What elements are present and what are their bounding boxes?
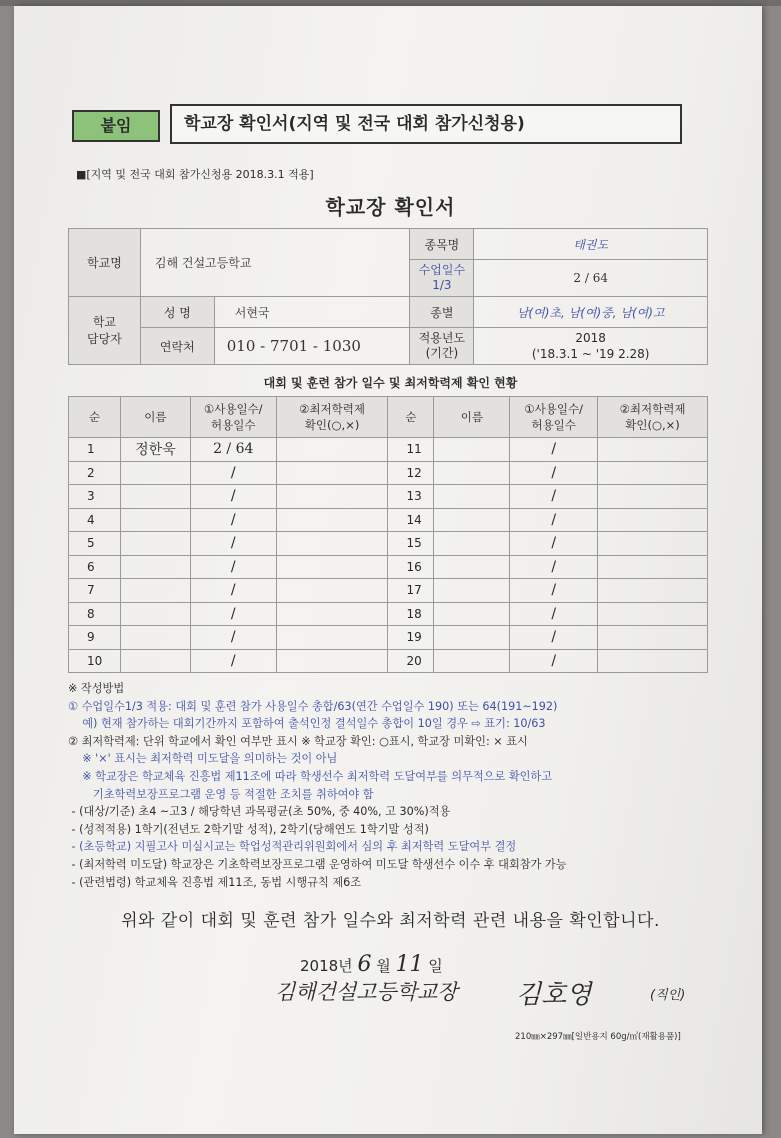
school-label: 학교명 bbox=[69, 229, 141, 297]
instruction-line: ※ '×' 표시는 최저학력 미도달을 의미하는 것이 아님 bbox=[68, 752, 338, 766]
instruction-line: - (대상/기준) 초4 ~고3 / 해당학년 과목평균(초 50%, 중 40%, 고 30%)적용 bbox=[68, 805, 451, 819]
participant-name-cell bbox=[120, 626, 190, 650]
participant-name-cell bbox=[434, 649, 510, 673]
participant-no-cell: 2 bbox=[69, 461, 121, 485]
participants-header-cell: ①사용일수/ 허용일수 bbox=[510, 397, 598, 438]
participant-no-cell: 14 bbox=[388, 508, 434, 532]
participant-no-cell: 3 bbox=[69, 485, 121, 509]
participant-days-cell: / bbox=[190, 485, 276, 509]
participant-no-cell: 11 bbox=[388, 438, 434, 462]
participant-days-cell: / bbox=[510, 532, 598, 556]
form-subtitle: ■[지역 및 전국 대회 참가신청용 2018.3.1 적용] bbox=[76, 168, 314, 181]
participant-name-cell bbox=[120, 508, 190, 532]
days-value: 2 / 64 bbox=[474, 260, 708, 297]
participant-days-cell: / bbox=[190, 649, 276, 673]
name-value: 서현국 bbox=[214, 297, 410, 328]
event-label: 종목명 bbox=[410, 229, 474, 260]
participant-name-cell bbox=[434, 579, 510, 603]
participant-days-cell: / bbox=[510, 485, 598, 509]
participant-name-cell bbox=[434, 626, 510, 650]
gender-value: 남(여)초, 남(여)중, 남(여)고 bbox=[474, 297, 708, 328]
participant-name-cell bbox=[434, 508, 510, 532]
participant-check-cell bbox=[598, 532, 708, 556]
participant-check-cell bbox=[276, 508, 388, 532]
phone-value: 010 - 7701 - 1030 bbox=[214, 328, 410, 365]
participant-days-cell: / bbox=[510, 555, 598, 579]
participant-days-cell: / bbox=[190, 626, 276, 650]
participant-check-cell bbox=[276, 579, 388, 603]
participant-name-cell bbox=[120, 485, 190, 509]
participant-days-cell: / bbox=[510, 461, 598, 485]
participant-check-cell bbox=[276, 602, 388, 626]
date-month-label: 월 bbox=[376, 957, 391, 975]
instruction-line: ※ 작성방법 bbox=[68, 682, 125, 695]
participant-no-cell: 10 bbox=[69, 649, 121, 673]
participants-header-cell: ②최저학력제 확인(○,×) bbox=[598, 397, 708, 438]
table-row bbox=[69, 532, 708, 556]
participant-days-cell: / bbox=[190, 532, 276, 556]
participant-no-cell: 15 bbox=[388, 532, 434, 556]
instruction-line: ※ 학교장은 학교체육 진흥법 제11조에 따라 학생선수 최저학력 도달여부를 의무적으로 확인하고 bbox=[68, 769, 553, 783]
participant-check-cell bbox=[276, 485, 388, 509]
date-day-value: 11 bbox=[395, 952, 424, 977]
instruction-line: - (초등학교) 지필고사 미실시교는 학업성적관리위원회에서 심의 후 최저학력 도달여부 결정 bbox=[68, 840, 517, 854]
days-label: 수업일수 1/3 bbox=[410, 260, 474, 297]
table-row bbox=[69, 626, 708, 650]
participant-days-cell: / bbox=[190, 555, 276, 579]
participant-check-cell bbox=[598, 626, 708, 650]
participant-check-cell bbox=[598, 602, 708, 626]
confirmation-statement: 위와 같이 대회 및 훈련 참가 일수와 최저학력 관련 내용을 확인합니다. bbox=[121, 911, 660, 931]
participant-name-cell: 정한욱 bbox=[120, 438, 190, 462]
participant-no-cell: 5 bbox=[69, 532, 121, 556]
participants-table bbox=[68, 396, 708, 673]
year-cell bbox=[474, 328, 708, 365]
participant-no-cell: 6 bbox=[69, 555, 121, 579]
table-row bbox=[69, 438, 708, 462]
participant-no-cell: 18 bbox=[388, 602, 434, 626]
participant-no-cell: 1 bbox=[69, 438, 121, 462]
instruction-line: ① 수업일수1/3 적용: 대회 및 훈련 참가 사용일수 총합/63(연간 수업일수 190) 또는 64(191~192) bbox=[68, 699, 558, 713]
participants-header-cell: 이름 bbox=[120, 397, 190, 438]
participant-name-cell bbox=[120, 602, 190, 626]
name-label: 성 명 bbox=[140, 297, 214, 328]
participants-header-cell: 순 bbox=[388, 397, 434, 438]
signature-date bbox=[300, 952, 443, 977]
participant-no-cell: 16 bbox=[388, 555, 434, 579]
instruction-line: - (관련법령) 학교체육 진흥법 제11조, 동법 시행규칙 제6조 bbox=[68, 875, 362, 889]
section-title: 대회 및 훈련 참가 일수 및 최저학력제 확인 현황 bbox=[263, 376, 518, 390]
participant-days-cell: / bbox=[510, 649, 598, 673]
participant-name-cell bbox=[434, 555, 510, 579]
participant-no-cell: 19 bbox=[388, 626, 434, 650]
writing-instructions bbox=[68, 680, 718, 891]
date-year: 2018년 bbox=[300, 957, 353, 975]
table-row bbox=[69, 602, 708, 626]
paper-spec-footer: 210㎜×297㎜[일반용지 60g/㎡(재활용품)] bbox=[515, 1032, 681, 1042]
participant-days-cell: / bbox=[190, 579, 276, 603]
info-table bbox=[68, 228, 708, 365]
participant-days-cell: / bbox=[510, 626, 598, 650]
participant-no-cell: 20 bbox=[388, 649, 434, 673]
participant-check-cell bbox=[598, 579, 708, 603]
participant-check-cell bbox=[598, 461, 708, 485]
participant-days-cell: 2 / 64 bbox=[190, 438, 276, 462]
participants-header-cell: ②최저학력제 확인(○,×) bbox=[276, 397, 388, 438]
table-row bbox=[69, 555, 708, 579]
participant-name-cell bbox=[434, 532, 510, 556]
participant-name-cell bbox=[434, 485, 510, 509]
participants-header-row bbox=[69, 397, 708, 438]
table-row bbox=[69, 649, 708, 673]
document-header bbox=[72, 104, 684, 146]
table-row bbox=[69, 461, 708, 485]
participant-name-cell bbox=[120, 649, 190, 673]
participant-check-cell bbox=[598, 438, 708, 462]
date-month-value: 6 bbox=[357, 952, 372, 977]
participant-days-cell: / bbox=[510, 438, 598, 462]
participant-no-cell: 17 bbox=[388, 579, 434, 603]
participant-check-cell bbox=[276, 555, 388, 579]
participant-no-cell: 8 bbox=[69, 602, 121, 626]
date-day-label: 일 bbox=[428, 957, 443, 975]
participant-name-cell bbox=[120, 461, 190, 485]
participant-name-cell bbox=[434, 602, 510, 626]
participant-name-cell bbox=[434, 438, 510, 462]
form-title: 학교장 확인서 bbox=[325, 195, 456, 219]
participant-days-cell: / bbox=[190, 508, 276, 532]
participant-days-cell: / bbox=[510, 579, 598, 603]
participant-days-cell: / bbox=[510, 508, 598, 532]
participants-header-cell: ①사용일수/ 허용일수 bbox=[190, 397, 276, 438]
phone-label: 연락처 bbox=[140, 328, 214, 365]
participant-name-cell bbox=[120, 532, 190, 556]
participant-no-cell: 12 bbox=[388, 461, 434, 485]
instruction-line: 예) 현재 참가하는 대회기간까지 포함하여 출석인정 결석일수 총합이 10일 경우 ⇨ 표기: 10/63 bbox=[68, 717, 546, 731]
instruction-line: - (최저학력 미도달) 학교장은 기초학력보장프로그램 운영하여 미도달 학생선수 이수 후 대회참가 가능 bbox=[68, 857, 567, 871]
table-row bbox=[69, 485, 708, 509]
participant-no-cell: 7 bbox=[69, 579, 121, 603]
participant-days-cell: / bbox=[510, 602, 598, 626]
participant-no-cell: 13 bbox=[388, 485, 434, 509]
year-period: ('18.3.1 ~ '19 2.28) bbox=[531, 347, 650, 361]
participant-check-cell bbox=[598, 649, 708, 673]
participant-check-cell bbox=[276, 532, 388, 556]
attachment-badge: 붙임 bbox=[72, 110, 160, 142]
contact-label: 학교 담당자 bbox=[69, 297, 141, 365]
participant-check-cell bbox=[276, 461, 388, 485]
participants-header-cell: 순 bbox=[69, 397, 121, 438]
participant-check-cell bbox=[276, 626, 388, 650]
participant-no-cell: 9 bbox=[69, 626, 121, 650]
participant-check-cell bbox=[598, 485, 708, 509]
table-row bbox=[69, 579, 708, 603]
instruction-line: ② 최저학력제: 단위 학교에서 확인 여부만 표시 ※ 학교장 확인: ○표시, 학교장 미확인: × 표시 bbox=[68, 734, 528, 748]
participant-check-cell bbox=[598, 508, 708, 532]
table-row bbox=[69, 508, 708, 532]
instruction-line: - (성적적용) 1학기(전년도 2학기말 성적), 2학기(당해연도 1학기말 성적) bbox=[68, 822, 429, 836]
school-signature: 김해건설고등학교장 bbox=[275, 980, 458, 1004]
participants-header-cell: 이름 bbox=[434, 397, 510, 438]
year-label: 적용년도 (기간) bbox=[410, 328, 474, 365]
participant-no-cell: 4 bbox=[69, 508, 121, 532]
participant-days-cell: / bbox=[190, 602, 276, 626]
participant-name-cell bbox=[120, 555, 190, 579]
header-title: 학교장 확인서(지역 및 전국 대회 참가신청용) bbox=[170, 104, 682, 144]
school-value: 김해 건설고등학교 bbox=[140, 229, 410, 297]
participant-name-cell bbox=[434, 461, 510, 485]
participant-check-cell bbox=[598, 555, 708, 579]
instruction-line: 기초학력보장프로그램 운영 등 적절한 조치를 취하여야 함 bbox=[68, 787, 374, 801]
participant-check-cell bbox=[276, 438, 388, 462]
participant-days-cell: / bbox=[190, 461, 276, 485]
participants-body bbox=[69, 438, 708, 673]
official-seal-mark: (직인) bbox=[650, 988, 686, 1003]
year-value: 2018 bbox=[575, 331, 606, 345]
event-value: 태권도 bbox=[474, 229, 708, 260]
gender-label: 종별 bbox=[410, 297, 474, 328]
participant-check-cell bbox=[276, 649, 388, 673]
participant-name-cell bbox=[120, 579, 190, 603]
principal-signature: 김호영 bbox=[516, 980, 592, 1010]
